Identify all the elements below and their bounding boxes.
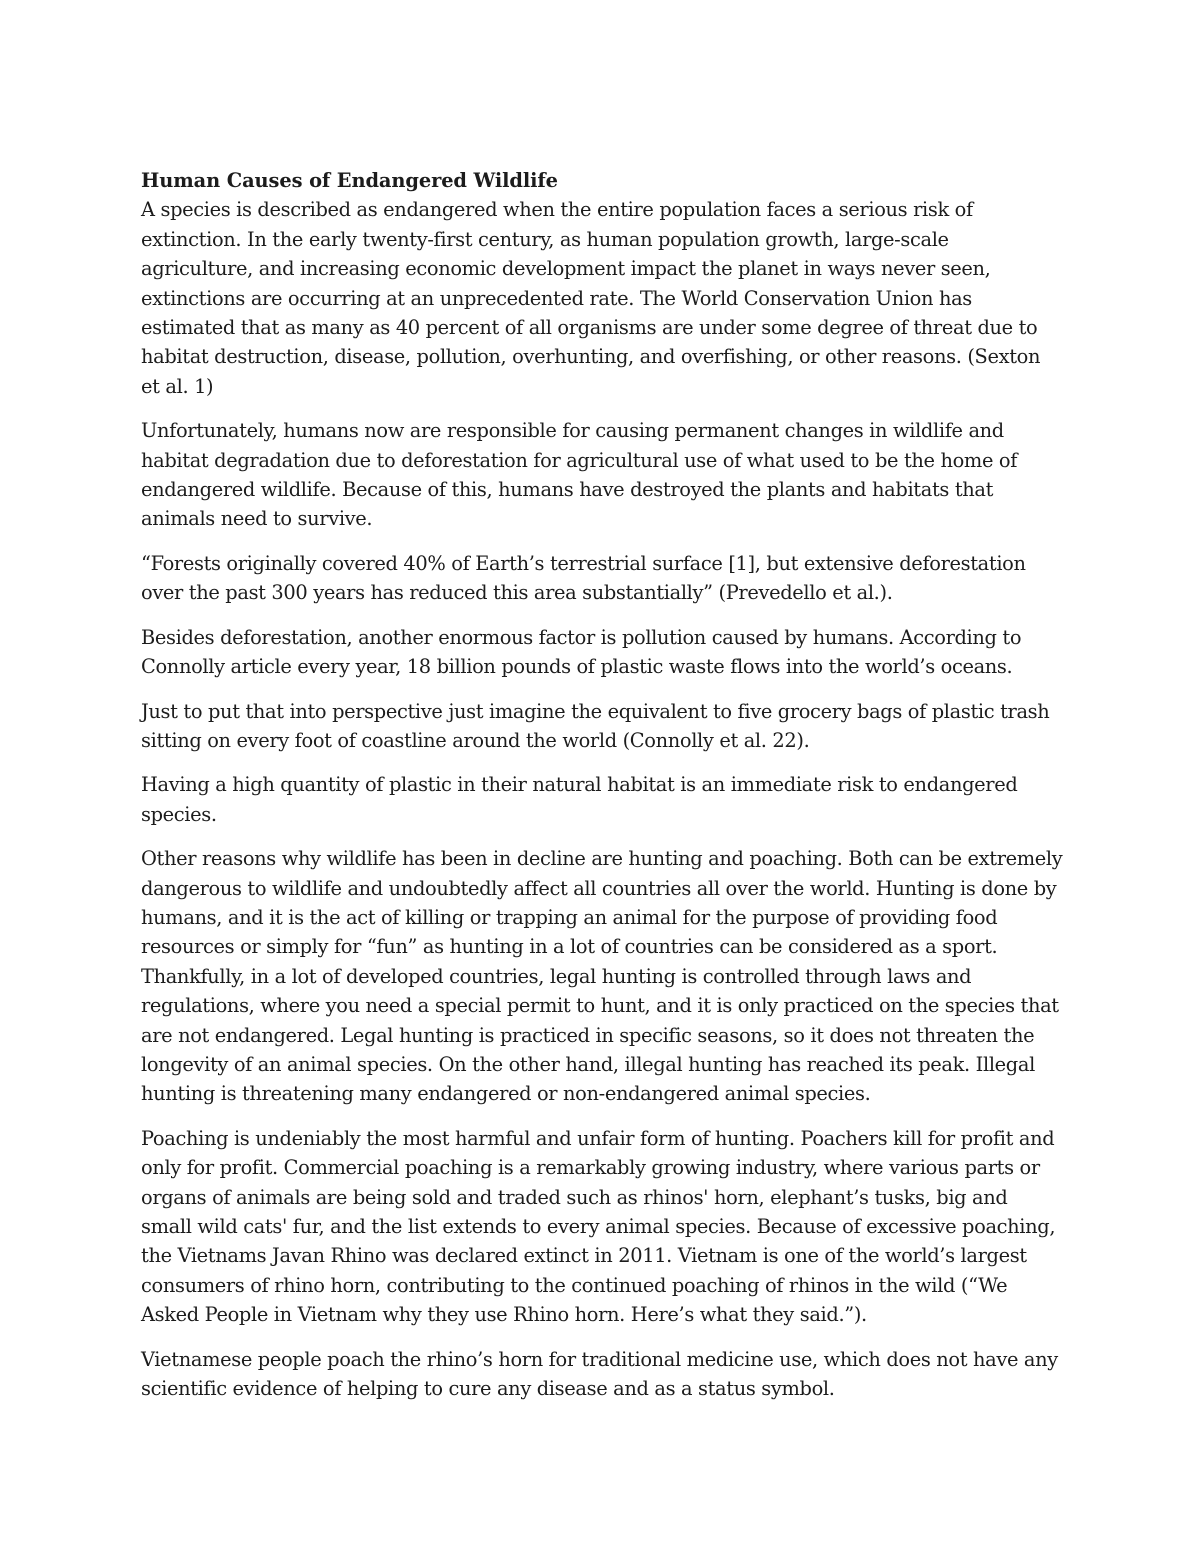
paragraph-plastic-risk: Having a high quantity of plastic in their natural habitat is an immediate risk to endangered species. <box>141 773 1018 826</box>
document-page <box>141 166 1063 1418</box>
paragraph-definition: A species is described as endangered when the entire population faces a serious risk of extinction. In the early twenty-first century, as human population growth, large-scale agriculture, and increasing economic development impact the planet in ways never seen, extinctions are occurring at an unprecedented rate. The World Conservation Union has estimated that as many as 40 percent of all organisms are under some degree of threat due to habitat destruction, disease, pollution, overhunting, and overfishing, or other reasons. (Sexton et al. 1) <box>141 198 1041 398</box>
paragraph-habitat-degradation: Unfortunately, humans now are responsible for causing permanent changes in wildlife and habitat degradation due to deforestation for agricultural use of what used to be the home of endangered wildlife. Because of this, humans have destroyed the plants and habitats that animals need to survive. <box>141 419 1018 531</box>
document-title: Human Causes of Endangered Wildlife <box>141 169 558 192</box>
paragraph-plastic-perspective: Just to put that into perspective just imagine the equivalent to five grocery bags of plastic trash sitting on every foot of coastline around the world (Connolly et al. 22). <box>141 699 1050 752</box>
paragraph-forest-quote: “Forests originally covered 40% of Earth’s terrestrial surface [1], but extensive deforestation over the past 300 years has reduced this area substantially” (Prevedello et al.). <box>141 551 1026 605</box>
paragraph-poaching: Poaching is undeniably the most harmful and unfair form of hunting. Poachers kill for profit and only for profit. Commercial poaching is a remarkably growing industry, where various parts or organs of animals are being sold and traded such as rhinos' horn, elephant’s tusks, big and small wild cats' fur, and the list extends to every animal species. Because of excessive poaching, the Vietnams Javan Rhino was declared extinct in 2011. Vietnam is one of the world’s largest consumers of rhino horn, contributing to the continued poaching of rhinos in the wild (“We Asked People in Vietnam why they use Rhino horn. Here’s what they said.”). <box>141 1126 1056 1327</box>
paragraph-pollution: Besides deforestation, another enormous factor is pollution caused by humans. According to Connolly article every year, 18 billion pounds of plastic waste flows into the world’s oceans. <box>141 625 1022 679</box>
paragraph-rhino-horn: Vietnamese people poach the rhino’s horn for traditional medicine use, which does not have any scientific evidence of helping to cure any disease and as a status symbol. <box>141 1347 1058 1401</box>
paragraph-hunting: Other reasons why wildlife has been in decline are hunting and poaching. Both can be extremely dangerous to wildlife and undoubtedly affect all countries all over the world. Hunting is done by humans, and it is the act of killing or trapping an animal for the purpose of providing food resources or simply for “fun” as hunting in a lot of countries can be considered as a sport. Thankfully, in a lot of developed countries, legal hunting is controlled through laws and regulations, where you need a special permit to hunt, and it is only practiced on the species that are not endangered. Legal hunting is practiced in specific seasons, so it does not threaten the longevity of an animal species. On the other hand, illegal hunting has reached its peak. Illegal hunting is threatening many endangered or non-endangered animal species. <box>141 847 1063 1106</box>
